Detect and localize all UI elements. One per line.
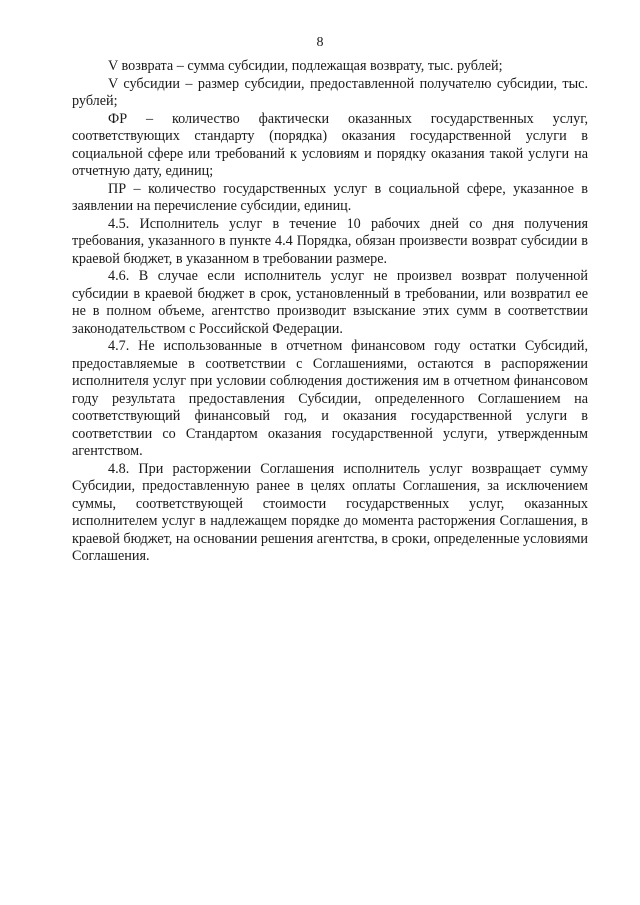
paragraph-fr: ФР – количество фактически оказанных государственных услуг, соответствующих стандарту (порядка) оказания государственной услуги в социальной сфере или требований к условиям и порядку оказания такой услуги на отчетную дату, единиц; [72, 110, 588, 179]
paragraph-4-5: 4.5. Исполнитель услуг в течение 10 рабочих дней со дня получения требования, указанного в пункте 4.4 Порядка, обязан произвести возврат субсидии в краевой бюджет, в указанном в требовании размере. [72, 215, 588, 267]
document-body [72, 58, 588, 566]
paragraph-4-6: 4.6. В случае если исполнитель услуг не произвел возврат полученной субсидии в краевой бюджет в срок, установленный в требовании, или возвратил ее не в полном объеме, агентство производит взыскание этих сумм в соответствии законодательством с Российской Федерации. [72, 268, 588, 337]
paragraph-v-subsidy: V субсидии – размер субсидии, предоставленной получателю субсидии, тыс. рублей; [72, 75, 588, 109]
paragraph-pr: ПР – количество государственных услуг в социальной сфере, указанное в заявлении на перечисление субсидии, единиц. [72, 180, 588, 214]
paragraph-v-return: V возврата – сумма субсидии, подлежащая возврату, тыс. рублей; [108, 58, 503, 74]
page-number: 8 [316, 35, 324, 50]
paragraph-4-8: 4.8. При расторжении Соглашения исполнитель услуг возвращает сумму Субсидии, предоставленную ранее в целях оплаты Соглашения, за исключением суммы, соответствующей стоимости государственных услуг, оказанных исполнителем услуг в надлежащем порядке до момента расторжения Соглашения, в краевой бюджет, на основании решения агентства, в сроки, определенные условиями Соглашения. [72, 460, 588, 564]
paragraph-4-7: 4.7. Не использованные в отчетном финансовом году остатки Субсидий, предоставляемые в соответствии с Соглашениями, остаются в распоряжении исполнителя услуг при условии соблюдения достижения им в отчетном финансовом году результата предоставления Субсидии, определенного Соглашением на соответствующий финансовый год, и оказания государственной услуги в соответствии со Стандартом оказания государственной услуги, утвержденным агентством. [72, 338, 588, 459]
